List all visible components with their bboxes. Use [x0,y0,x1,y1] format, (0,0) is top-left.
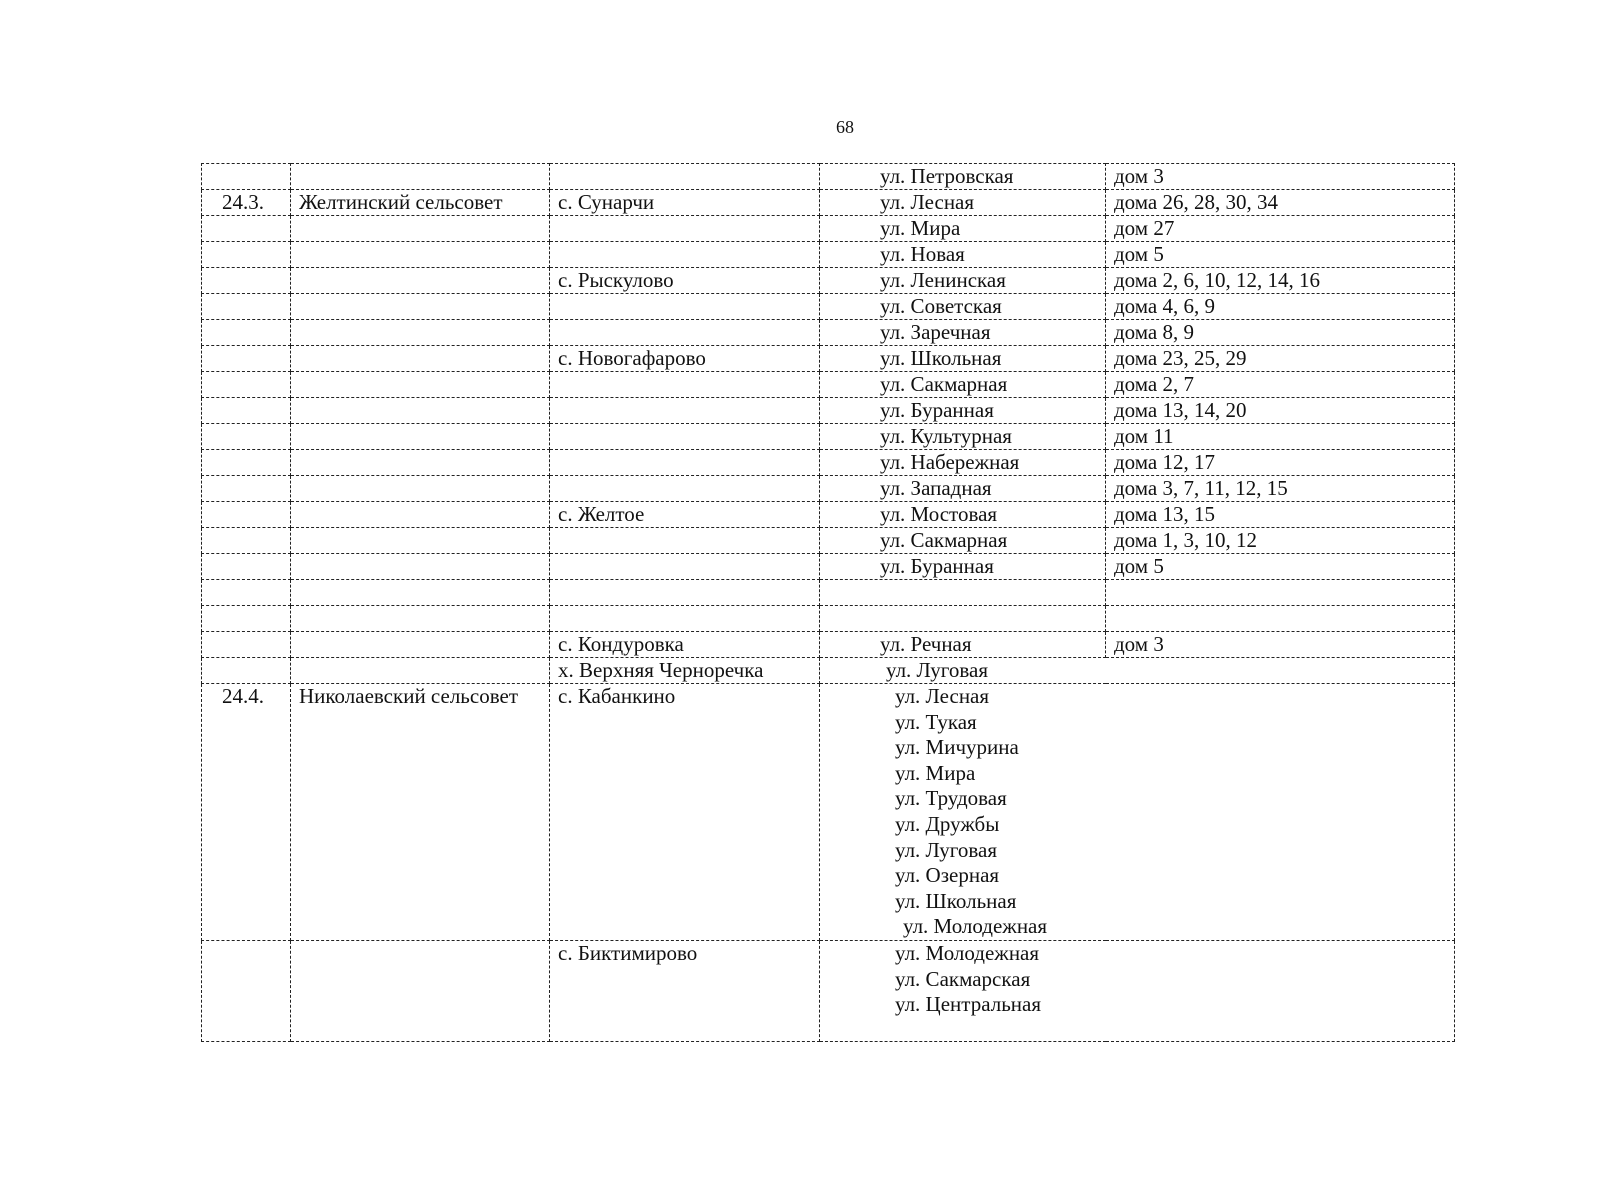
street-name: ул. Луговая [895,837,997,862]
street-list [820,940,1455,1041]
street-list [820,684,1455,941]
council-name [291,528,550,554]
settlement-name [550,216,820,242]
street-name: ул. Речная [820,632,1106,658]
table-row [202,606,1455,632]
street-name: ул. Советская [820,294,1106,320]
row-number [202,450,291,476]
council-name [291,320,550,346]
street-name: ул. Буранная [820,398,1106,424]
settlement-name [550,476,820,502]
kabankino-row [202,684,1455,941]
settlement-name: х. Верхняя Черноречка [550,658,820,684]
street-name: ул. Ленинская [820,268,1106,294]
street-name [820,580,1106,606]
council-name [291,606,550,632]
house-numbers: дома 13, 14, 20 [1106,398,1455,424]
street-name: ул. Школьная [895,888,1017,913]
street-name: ул. Дружбы [895,811,1000,836]
council-name: Желтинский сельсовет [291,190,550,216]
house-numbers: дома 26, 28, 30, 34 [1106,190,1455,216]
table-row [202,164,1455,190]
house-numbers: дом 5 [1106,554,1455,580]
page-number: 68 [836,117,854,137]
street-name: ул. Сакмарная [820,528,1106,554]
settlement-name: с. Биктимирово [550,940,820,1041]
row-number [202,580,291,606]
table-row [202,268,1455,294]
house-numbers: дома 4, 6, 9 [1106,294,1455,320]
table-row [202,476,1455,502]
row-number [202,554,291,580]
council-name [291,294,550,320]
row-number [202,940,291,1041]
council-name [291,476,550,502]
street-name: ул. Новая [820,242,1106,268]
street-name: ул. Культурная [820,424,1106,450]
street-name: ул. Школьная [820,346,1106,372]
street-name: ул. Лесная [895,684,990,708]
biktimirovo-row [202,940,1455,1041]
council-name [291,372,550,398]
settlement-name: с. Желтое [550,502,820,528]
settlement-name [550,294,820,320]
council-name [291,346,550,372]
street-name: ул. Молодежная [895,940,1040,965]
row-number: 24.4. [202,684,291,941]
house-numbers: дома 23, 25, 29 [1106,346,1455,372]
street-name: ул. Трудовая [895,786,1007,811]
council-name [291,424,550,450]
row-number [202,606,291,632]
council-name [291,658,550,684]
table-row [202,502,1455,528]
row-number [202,528,291,554]
house-numbers: дома 2, 7 [1106,372,1455,398]
street-name: ул. Петровская [820,164,1106,190]
street-name: ул. Мостовая [820,502,1106,528]
street-name: ул. Лесная [820,190,1106,216]
street-name: ул. Сакмарская [895,966,1031,991]
council-name [291,450,550,476]
street-name: ул. Молодежная [903,914,1048,939]
settlement-name [550,554,820,580]
house-numbers: дом 3 [1106,164,1455,190]
table-row [202,294,1455,320]
row-number [202,346,291,372]
row-number [202,164,291,190]
table-row [202,424,1455,450]
row-number [202,424,291,450]
council-name [291,242,550,268]
house-numbers: дома 12, 17 [1106,450,1455,476]
table-row [202,554,1455,580]
council-name [291,268,550,294]
row-number [202,632,291,658]
table-row [202,216,1455,242]
street-name: ул. Западная [820,476,1106,502]
house-numbers: дом 3 [1106,632,1455,658]
street-name: ул. Мира [895,760,976,785]
settlement-name: с. Рыскулово [550,268,820,294]
row-number [202,294,291,320]
street-name: ул. Озерная [895,863,1000,888]
table-row [202,346,1455,372]
council-name [291,164,550,190]
settlement-name: с. Кабанкино [550,684,820,941]
street-name: ул. Тукая [895,709,977,734]
table-row [202,320,1455,346]
council-name [291,632,550,658]
house-numbers [1106,580,1455,606]
table-row [202,580,1455,606]
council-name [291,554,550,580]
settlement-name: с. Сунарчи [550,190,820,216]
settlement-name [550,320,820,346]
table-row [202,190,1455,216]
house-numbers: дом 11 [1106,424,1455,450]
settlement-name [550,580,820,606]
council-name: Николаевский сельсовет [291,684,550,941]
merged-row [202,658,1455,684]
row-number [202,398,291,424]
house-numbers: дом 5 [1106,242,1455,268]
settlement-name [550,372,820,398]
street-name: ул. Набережная [820,450,1106,476]
settlement-name: с. Новогафарово [550,346,820,372]
council-name [291,398,550,424]
council-name [291,216,550,242]
council-name [291,580,550,606]
row-number [202,242,291,268]
house-numbers: дома 1, 3, 10, 12 [1106,528,1455,554]
row-number [202,268,291,294]
row-number [202,320,291,346]
settlement-name [550,424,820,450]
settlement-name [550,450,820,476]
table-row [202,450,1455,476]
settlement-name [550,242,820,268]
house-numbers: дома 3, 7, 11, 12, 15 [1106,476,1455,502]
street-name: ул. Центральная [895,992,1041,1017]
table-row [202,528,1455,554]
row-number [202,476,291,502]
row-number [202,502,291,528]
house-numbers [1106,606,1455,632]
row-number [202,658,291,684]
street-name: ул. Сакмарная [820,372,1106,398]
settlement-name [550,528,820,554]
settlement-name: с. Кондуровка [550,632,820,658]
settlement-name [550,398,820,424]
street-name [820,606,1106,632]
house-numbers: дома 13, 15 [1106,502,1455,528]
street-name: ул. Мичурина [895,735,1019,760]
settlement-name [550,606,820,632]
settlement-name [550,164,820,190]
street-name: ул. Луговая [820,658,1455,684]
house-numbers: дом 27 [1106,216,1455,242]
table-row [202,632,1455,658]
row-number [202,372,291,398]
settlements-table [201,163,1455,1042]
house-numbers: дома 8, 9 [1106,320,1455,346]
street-name: ул. Заречная [820,320,1106,346]
street-name: ул. Мира [820,216,1106,242]
council-name [291,940,550,1041]
table-row [202,398,1455,424]
street-name: ул. Буранная [820,554,1106,580]
table-row [202,372,1455,398]
row-number [202,216,291,242]
table-row [202,242,1455,268]
table-body [202,164,1455,1042]
house-numbers: дома 2, 6, 10, 12, 14, 16 [1106,268,1455,294]
row-number: 24.3. [202,190,291,216]
council-name [291,502,550,528]
